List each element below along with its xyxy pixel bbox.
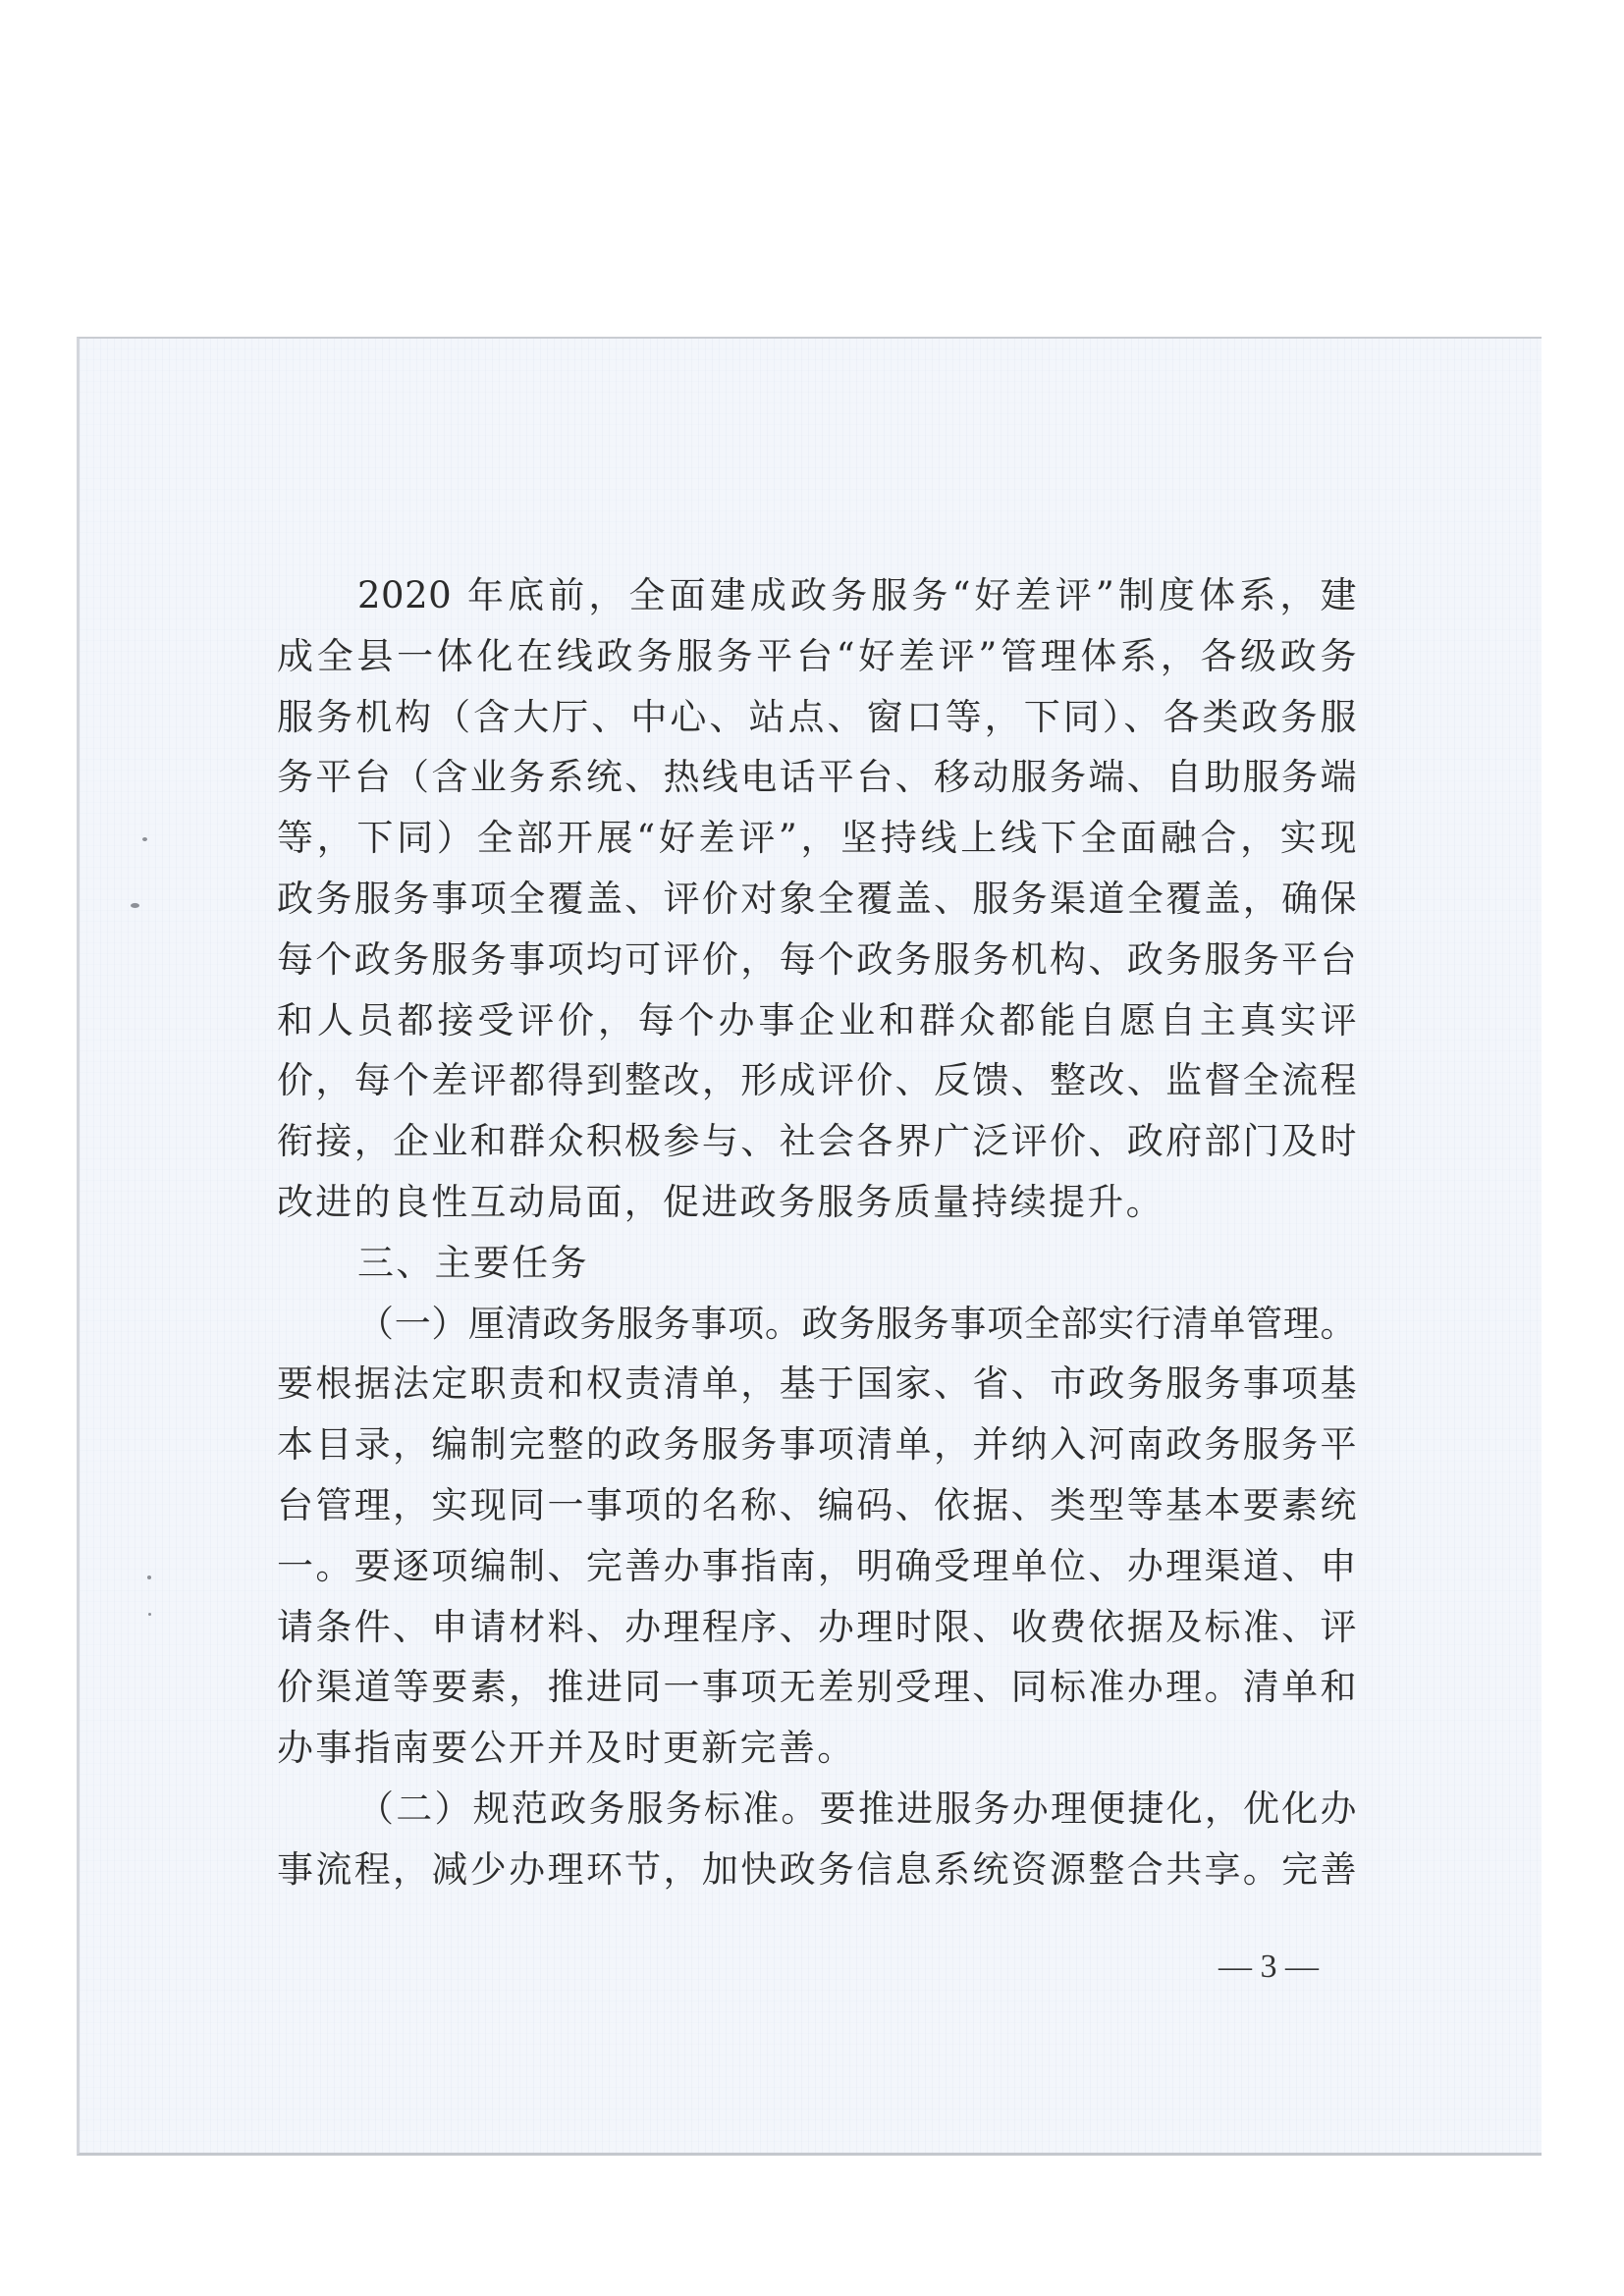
scan-speck [148, 1613, 151, 1616]
scan-speck [142, 837, 147, 841]
paragraph-line: 每个政务服务事项均可评价，每个政务服务机构、政务服务平台 [277, 938, 1357, 981]
paragraph-line: 事流程，减少办理环节，加快政务信息系统资源整合共享。完善 [277, 1848, 1357, 1891]
paragraph-line: （二）规范政务服务标准。要推进服务办理便捷化，优化办 [357, 1788, 1357, 1830]
paragraph-line: 请条件、申请材料、办理程序、办理时限、收费依据及标准、评 [277, 1606, 1357, 1648]
paragraph-line: 改进的良性互动局面，促进政务服务质量持续提升。 [277, 1181, 1164, 1223]
paragraph-line: 2020 年底前，全面建成政务服务“好差评”制度体系，建 [357, 574, 1357, 616]
paragraph-line: 务平台（含业务系统、热线电话平台、移动服务端、自助服务端 [277, 756, 1357, 798]
paragraph-line: 政务服务事项全覆盖、评价对象全覆盖、服务渠道全覆盖，确保 [277, 878, 1357, 920]
paragraph-line: 一。要逐项编制、完善办事指南，明确受理单位、办理渠道、申 [277, 1545, 1357, 1587]
paragraph-line: 价渠道等要素，推进同一事项无差别受理、同标准办理。清单和 [277, 1666, 1357, 1708]
paragraph-line: 要根据法定职责和权责清单，基于国家、省、市政务服务事项基 [277, 1362, 1357, 1405]
paragraph-line: 本目录，编制完整的政务服务事项清单，并纳入河南政务服务平 [277, 1423, 1357, 1466]
scan-speck [131, 903, 139, 908]
paragraph-line: 衔接，企业和群众积极参与、社会各界广泛评价、政府部门及时 [277, 1120, 1357, 1162]
page-number: — 3 — [1218, 1949, 1319, 1985]
scan-speck [147, 1575, 151, 1579]
paragraph-line: 成全县一体化在线政务服务平台“好差评”管理体系，各级政务 [277, 635, 1357, 677]
paragraph-line: （一）厘清政务服务事项。政务服务事项全部实行清单管理。 [357, 1303, 1357, 1345]
paragraph-line: 和人员都接受评价，每个办事企业和群众都能自愿自主真实评 [277, 999, 1357, 1041]
paragraph-line: 台管理，实现同一事项的名称、编码、依据、类型等基本要素统 [277, 1484, 1357, 1526]
paragraph-line: 价，每个差评都得到整改，形成评价、反馈、整改、监督全流程 [277, 1059, 1357, 1101]
paragraph-line: 服务机构（含大厅、中心、站点、窗口等，下同）、各类政务服 [277, 696, 1357, 738]
paragraph-line: 等，下同）全部开展“好差评”，坚持线上线下全面融合，实现 [277, 817, 1357, 859]
paragraph-line: 办事指南要公开并及时更新完善。 [277, 1727, 856, 1769]
section-heading: 三、主要任务 [357, 1242, 589, 1284]
